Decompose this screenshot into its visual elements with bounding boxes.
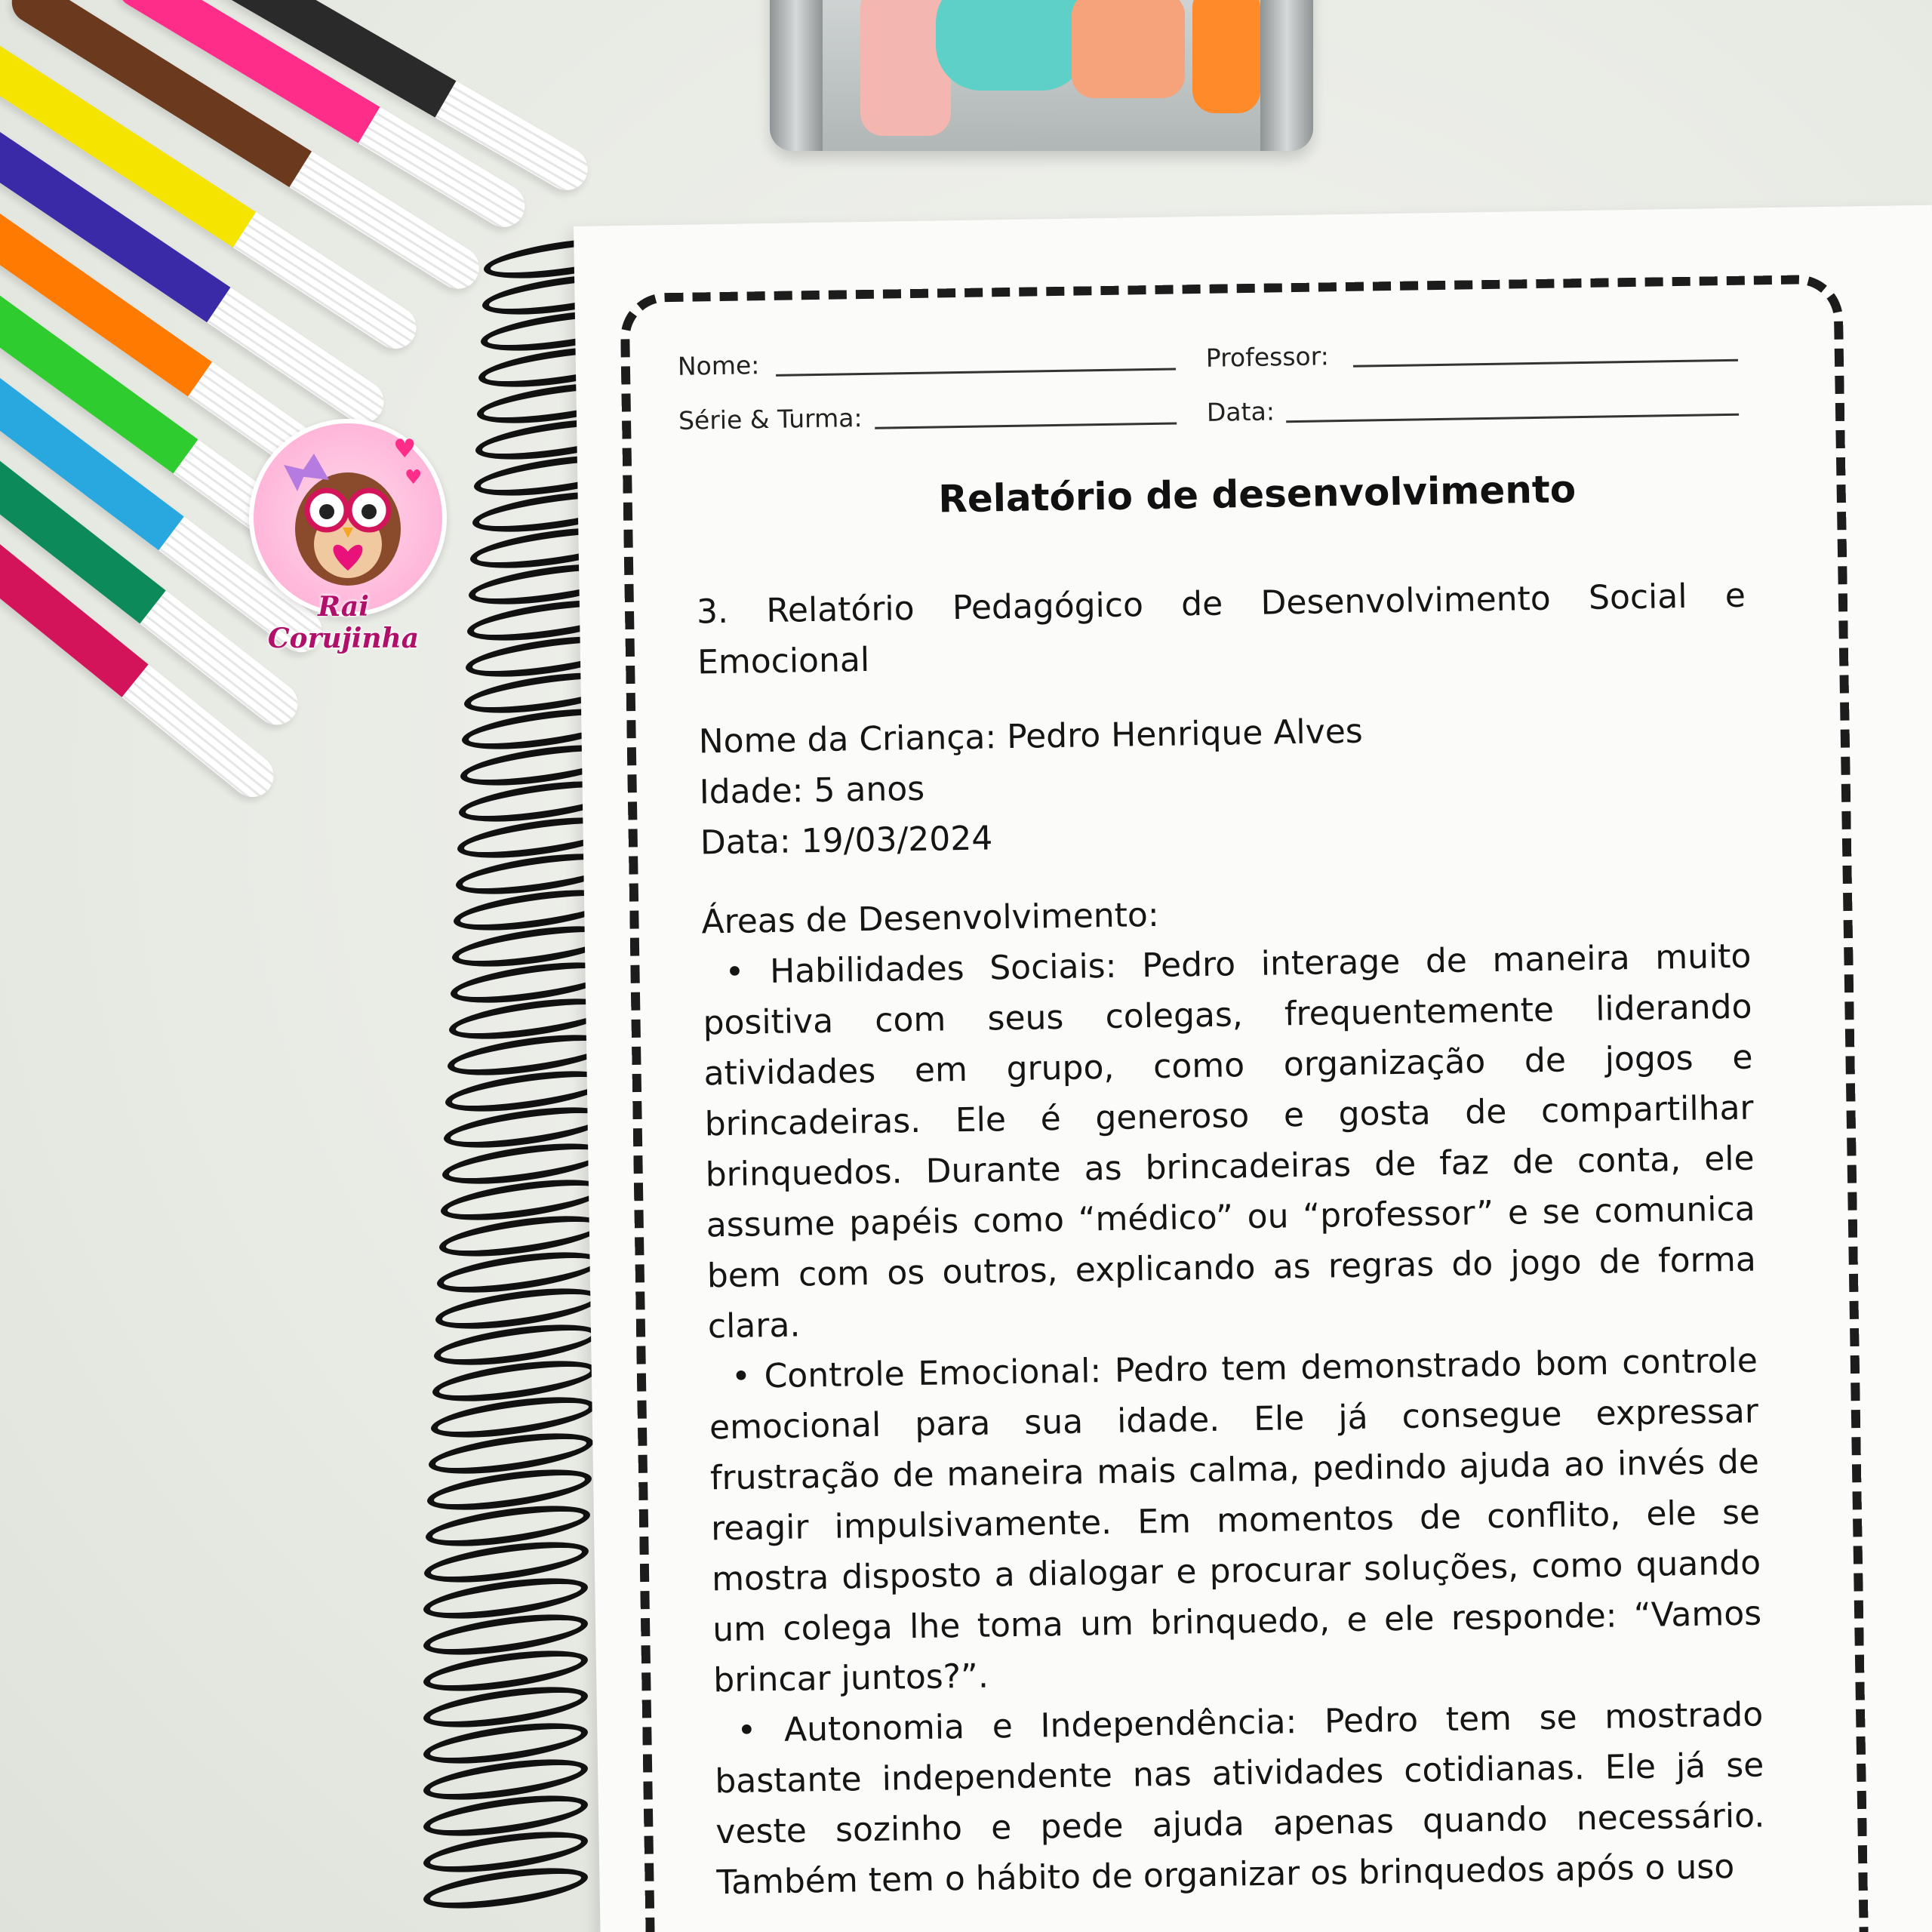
bullet-autonomia: • Autonomia e Independência: Pedro tem se mostrado bastante independente nas atividades cotidianas. Ele já se veste sozinho e pede ajuda apenas quando necessário. Também tem o hábito de organizar os brinquedos após o uso [714, 1695, 1765, 1903]
bullet-controle-emocional: • Controle Emocional: Pedro tem demonstrado bom controle emocional para sua idade. Ele já consegue expressar frustração de maneira mais calma, pedindo ajuda ao invés de reagir impulsivamente. Em momentos de conflito, ele se mostra disposto a dialogar e procurar soluções, como quando um colega lhe toma um brinquedo, e ele responde: “Vamos brincar juntos?”. [709, 1341, 1762, 1700]
rai-corujinha-logo [249, 419, 438, 654]
owl-logo-circle [249, 419, 447, 617]
professor-label: Professor: [1205, 341, 1330, 373]
child-name: Nome da Criança: Pedro Henrique Alves [698, 712, 1364, 761]
areas-title: Áreas de Desenvolvimento: [701, 895, 1160, 942]
bullet-habilidades-sociais: • Habilidades Sociais: Pedro interage de maneira muito positiva com seus colegas, frequentemente liderando atividades em grupo, como organização de jogos e brincadeiras. Ele é generoso e gosta de compartilhar brinquedos. Durante as brincadeiras de faz de conta, ele assume papéis como “médico” ou “professor” e se comunica bem com os outros, explicando as regras do jogo de forma clara. [703, 937, 1757, 1346]
report-date: Data: 19/03/2024 [700, 819, 993, 863]
document-body [697, 571, 1766, 1909]
jar-lid-left [770, 0, 823, 151]
svg-text:♥: ♥ [405, 466, 423, 489]
notebook-page [574, 205, 1932, 1932]
report-heading: 3. Relatório Pedagógico de Desenvolvimento Social e Emocional [696, 576, 1746, 682]
serie-turma-label: Série & Turma: [678, 403, 863, 435]
svg-text:♥: ♥ [393, 434, 417, 464]
nome-label: Nome: [677, 350, 760, 381]
owl-icon [254, 423, 442, 612]
eraser-dinosaur [936, 0, 1087, 91]
document-title: Relatório de desenvolvimento [937, 467, 1577, 521]
eraser-peach [1072, 0, 1185, 98]
eraser-orange [1192, 0, 1260, 113]
eraser-jar [770, 0, 1313, 151]
child-age: Idade: 5 anos [699, 769, 925, 812]
data-label: Data: [1206, 396, 1275, 427]
jar-lid-right [1260, 0, 1313, 151]
logo-text: Rai Corujinha [267, 591, 420, 654]
